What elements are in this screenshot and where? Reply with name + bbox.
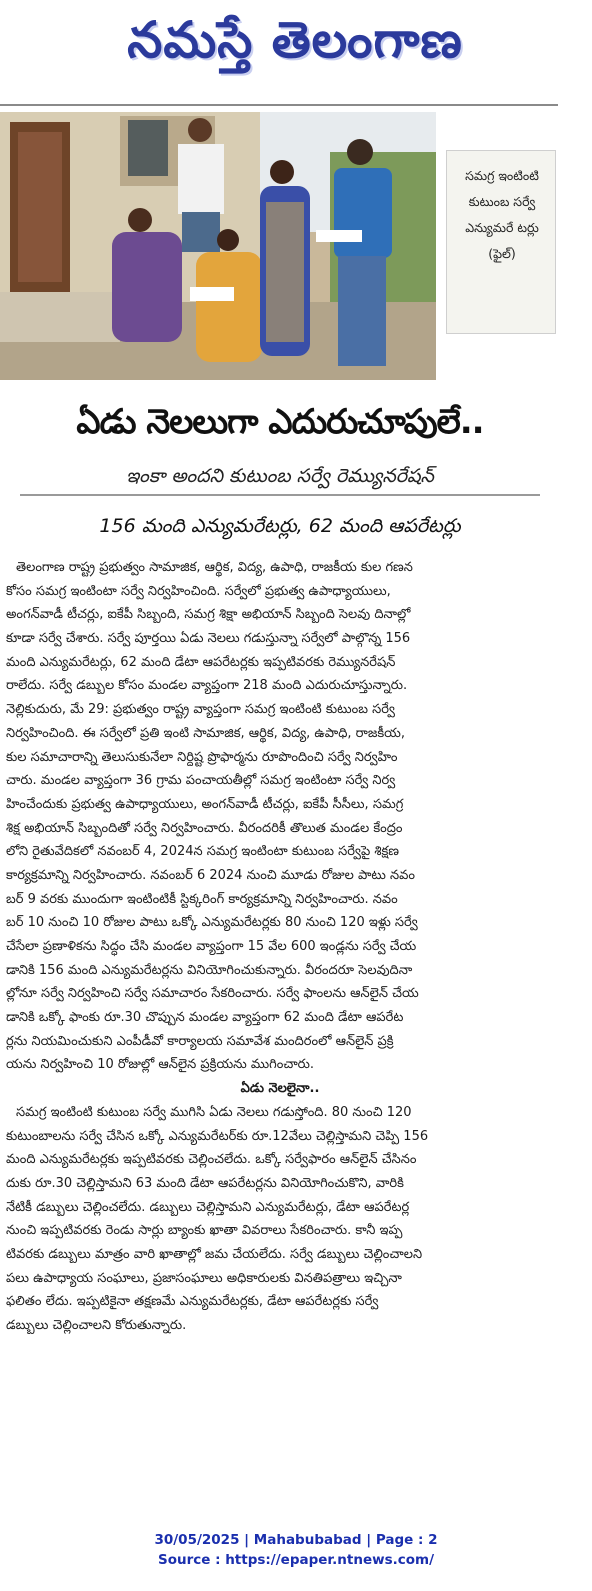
- section-heading: ఏడు నెలలైనా..: [240, 1081, 320, 1097]
- lead-line: కోసం సమగ్ర ఇంటింటా సర్వే నిర్వహించింది. సర్వేలో ప్రభుత్వ ఉపాధ్యాయులు,: [6, 583, 391, 599]
- source-link[interactable]: Source : https://epaper.ntnews.com/: [157, 1552, 435, 1568]
- body-line: ల్లోనూ సర్వే నిర్వహించి సర్వే సమాచారం సేకరించారు. సర్వే ఫాంలను ఆన్‌లైన్ చేయ: [6, 986, 419, 1002]
- section-line: కుటుంబాలను సర్వే చేసిన ఒక్కో ఎన్యుమరేటర్‌కు రూ.12వేలు చెల్లిస్తామని చెప్పి 156: [6, 1128, 429, 1144]
- photo-caption: సమగ్ర ఇంటింటి కుటుంబ సర్వే ఎన్యుమరే టర్లు (ఫైల్): [465, 168, 539, 261]
- body-line: కుల సమాచారాన్ని తెలుసుకునేలా నిర్దిష్ట ప్రొఫార్మను రూపొందించి సర్వే నిర్వహిం: [6, 749, 398, 765]
- news-photo: [0, 112, 436, 380]
- headline: ఏడు నెలలుగా ఎదురుచూపులే..: [76, 402, 484, 442]
- body-line: కార్యక్రమాన్ని నిర్వహించారు. నవంబర్ 6 2024 నుంచి మూడు రోజుల పాటు నవం: [6, 867, 415, 883]
- section-line: డబ్బులు చెల్లించాలని కోరుతున్నారు.: [6, 1318, 187, 1333]
- survey-team-photo: [0, 112, 436, 380]
- edition-info: 30/05/2025 | Mahabubabad | Page : 2: [154, 1532, 438, 1548]
- body-line: హించేందుకు ప్రభుత్వ ఉపాధ్యాయులు, అంగన్‌వాడీ టీచర్లు, ఐకేపీ సీసీలు, సమగ్ర: [6, 796, 404, 812]
- section-line: నేటికీ డబ్బులు చెల్లించలేదు. డబ్బులు చెల్లిస్తామని ఎన్యుమరేటర్లు, డేటా ఆపరేటర్ల: [6, 1199, 410, 1215]
- subheadline: ఇంకా అందని కుటుంబ సర్వే రెమ్యునరేషన్: [20, 458, 540, 496]
- section-line: సమగ్ర ఇంటింటి కుటుంబ సర్వే ముగిసి ఏడు నెలలు గడుస్తోంది. 80 నుంచి 120: [16, 1104, 412, 1120]
- photo-caption-box: [446, 150, 556, 334]
- body-line: డానికి ఒక్కో ఫాంకు రూ.30 చొప్పున మండల వ్యాప్తంగా 62 మంది డేటా ఆపరేట: [6, 1010, 404, 1026]
- body-line: బర్ 10 నుంచి 10 రోజుల పాటు ఒక్కో ఎన్యుమరేటర్లకు 80 నుంచి 120 ఇళ్లు సర్వే: [6, 915, 418, 931]
- body-line: డానికి 156 మంది ఎన్యుమరేటర్లను వినియోగించుకున్నారు. వీరందరూ సెలవుదినా: [6, 962, 413, 978]
- section-line: మంది ఎన్యుమరేటర్లకు ఇప్పటివరకు చెల్లించలేదు. ఒక్కో సర్వేఫారం ఆన్‌లైన్ చేసినం: [6, 1152, 417, 1168]
- lead-line: తెలంగాణ రాష్ట్ర ప్రభుత్వం సామాజిక, ఆర్థిక, విద్య, ఉపాధి, రాజకీయ కుల గణన: [16, 560, 413, 575]
- body-line: నెల్లికుదురు, మే 29: ప్రభుత్వం రాష్ట్ర వ్యాప్తంగా సమగ్ర ఇంటింటి కుటుంబ సర్వే: [6, 702, 395, 718]
- section-line: నుంచి ఇప్పటివరకు రెండు సార్లు బ్యాంకు ఖాతా వివరాలు సేకరించారు. కానీ ఇప్ప: [6, 1223, 403, 1239]
- body-line: శిక్ష అభియాన్ సిబ్బందితో సర్వే నిర్వహించారు. వీరందరికీ తొలుత మండల కేంద్రం: [6, 820, 403, 836]
- body-line: చారు. మండల వ్యాప్తంగా 36 గ్రామ పంచాయతీల్లో సమగ్ర ఇంటింటా సర్వే నిర్వ: [6, 773, 396, 789]
- article-body: [6, 556, 554, 1338]
- section-line: పలు ఉపాధ్యాయ సంఘాలు, ప్రజాసంఘాలు అధికారులకు వినతిపత్రాలు ఇచ్చినా: [6, 1270, 402, 1286]
- deck: 156 మంది ఎన్యుమరేటర్లు, 62 మంది ఆపరేటర్లు: [99, 515, 461, 537]
- body-line: లోని రైతువేదికలో నవంబర్ 4, 2024న సమగ్ర ఇంటింటా కుటుంబ సర్వేపై శిక్షణ: [6, 844, 400, 860]
- header-divider: [0, 104, 558, 106]
- section-line: టివరకు డబ్బులు మాత్రం వారి ఖాతాల్లో జమ చేయలేదు. సర్వే డబ్బులు చెల్లించాలని: [6, 1246, 423, 1262]
- newspaper-logo: నమస్తే తెలంగాణ: [127, 11, 463, 69]
- lead-line: మంది ఎన్యుమరేటర్లు, 62 మంది డేటా ఆపరేటర్లకు ఇప్పటివరకు రెమ్యునరేషన్: [6, 654, 396, 670]
- body-line: యను నిర్వహించి 10 రోజుల్లో ఆన్‌లైన ప్రక్రియను ముగించారు.: [6, 1057, 315, 1073]
- body-line: నిర్వహించింది. ఈ సర్వేలో ప్రతి ఇంటి సామాజిక, ఆర్థిక, విద్య, ఉపాధి, రాజకీయ,: [6, 725, 405, 741]
- section-line: ఫలితం లేదు. ఇప్పటికైనా తక్షణమే ఎన్యుమరేటర్లకు, డేటా ఆపరేటర్లకు సర్వే: [6, 1294, 379, 1310]
- page-footer: [0, 1530, 592, 1570]
- section-line: దుకు రూ.30 చెల్లిస్తామని 63 మంది డేటా ఆపరేటర్లను వినియోగించుకొని, వారికి: [6, 1175, 404, 1191]
- body-line: బర్ 9 వరకు ముందుగా ఇంటింటికీ స్టిక్కరింగ్ కార్యక్రమాన్ని నిర్వహించారు. నవం: [6, 891, 398, 907]
- lead-line: కూడా సర్వే చేశారు. సర్వే పూర్తయి ఏడు నెలలు గడుస్తున్నా సర్వేలో పాల్గొన్న 156: [6, 631, 411, 647]
- body-line: చేసేలా ప్రణాళికను సిద్ధం చేసి మండల వ్యాప్తంగా 15 వేల 600 ఇండ్లను సర్వే చేయ: [6, 939, 417, 954]
- lead-line: అంగన్‌వాడీ టీచర్లు, ఐకేపీ సిబ్బంది, సమగ్ర శిక్షా అభియాన్ సిబ్బంది సెలవు దినాల్లో: [6, 607, 411, 623]
- lead-line: రాలేదు. సర్వే డబ్బుల కోసం మండల వ్యాప్తంగా 218 మంది ఎదురుచూస్తున్నారు.: [6, 678, 408, 694]
- body-line: ర్లను నియమించుకుని ఎంపీడీవో కార్యాలయ సమావేశ మందిరంలో ఆన్‌లైన్ ప్రక్రి: [6, 1033, 394, 1049]
- masthead: [0, 0, 592, 100]
